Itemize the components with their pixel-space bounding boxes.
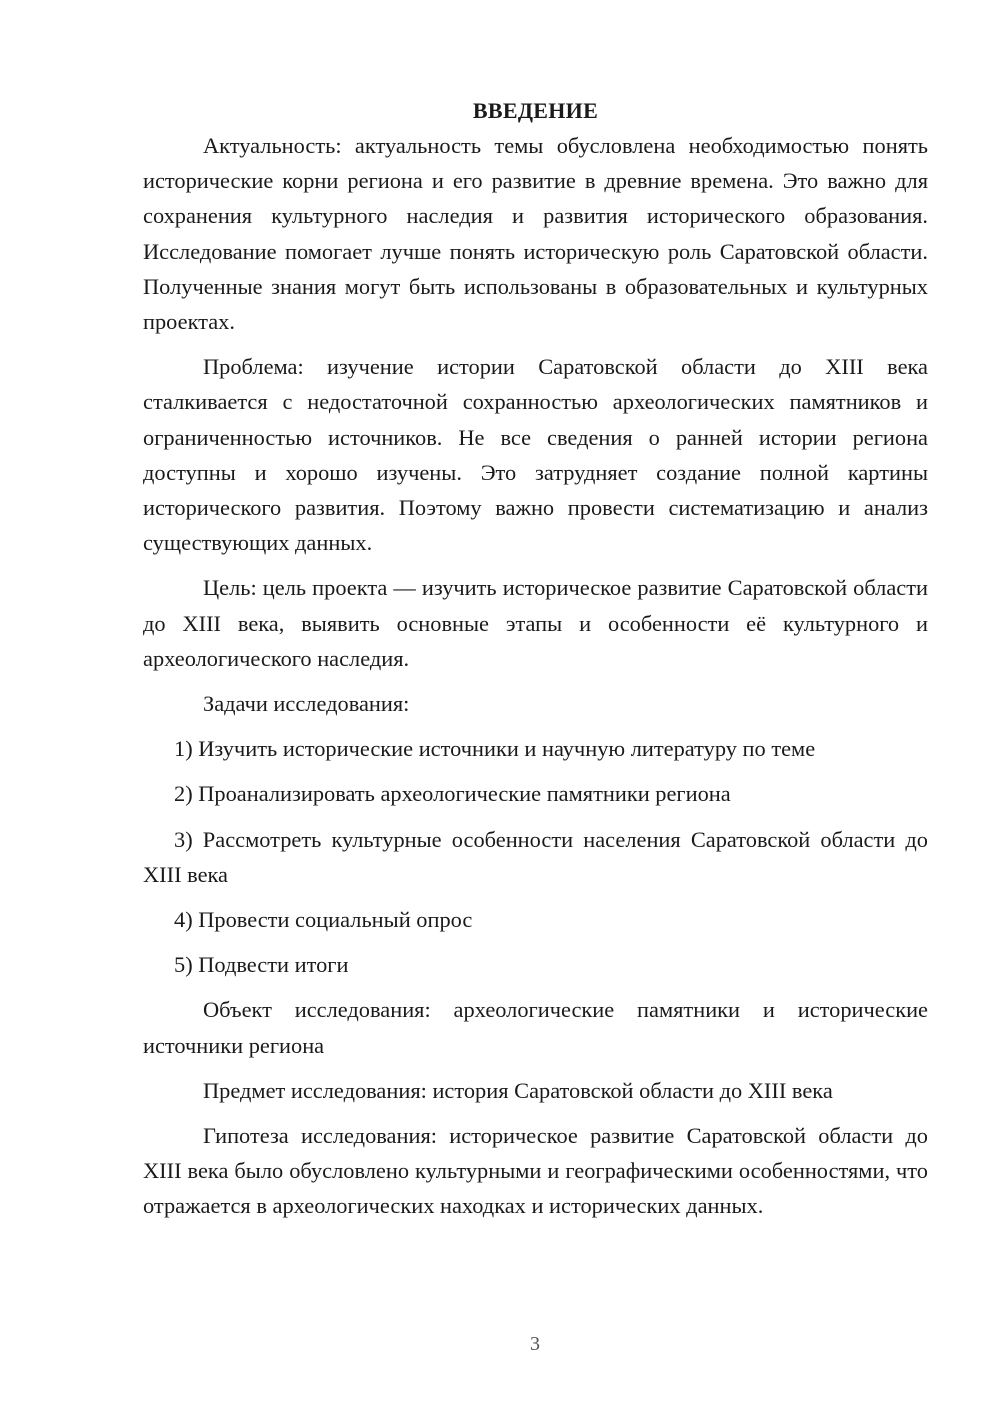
task-item-5: 5) Подвести итоги: [174, 952, 349, 978]
paragraph-hypothesis: Гипотеза исследования: историческое развитие Саратовской области до XIII века было обусловлено культурными и географическими особенностями, что отражается в археологических находках и исторических данных.: [143, 1123, 928, 1219]
task-item-3: 3) Рассмотреть культурные особенности населения Саратовской области до XIII века: [143, 826, 928, 887]
paragraph-subject: Предмет исследования: история Саратовской области до XIII века: [203, 1077, 833, 1103]
tasks-heading: Задачи исследования:: [203, 691, 410, 717]
section-title: ВВЕДЕНИЕ: [472, 98, 599, 123]
paragraph-relevance: Актуальность: актуальность темы обусловлена необходимостью понять исторические корни региона и его развитие в древние времена. Это важно для сохранения культурного наследия и развития исторического образования. Исследование помогает лучше понять историческую роль Саратовской области. Полученные знания могут быть использованы в образовательных и культурных проектах.: [143, 133, 928, 335]
paragraph-goal: Цель: цель проекта — изучить историческое развитие Саратовской области до XIII века, выявить основные этапы и особенности её культурного и археологического наследия.: [143, 575, 928, 671]
task-item-1: 1) Изучить исторические источники и научную литературу по теме: [174, 736, 816, 762]
paragraph-problem: Проблема: изучение истории Саратовской области до XIII века сталкивается с недостаточной сохранностью археологических памятников и ограниченностью источников. Не все сведения о ранней истории региона доступны и хорошо изучены. Это затрудняет создание полной картины исторического развития. Поэтому важно провести систематизацию и анализ существующих данных.: [143, 354, 928, 556]
paragraph-object: Объект исследования: археологические памятники и исторические источники региона: [143, 997, 928, 1058]
page-number: 3: [530, 1333, 540, 1355]
task-item-4: 4) Провести социальный опрос: [174, 907, 473, 933]
task-item-2: 2) Проанализировать археологические памятники региона: [174, 781, 731, 807]
document-page: [143, 93, 928, 1224]
